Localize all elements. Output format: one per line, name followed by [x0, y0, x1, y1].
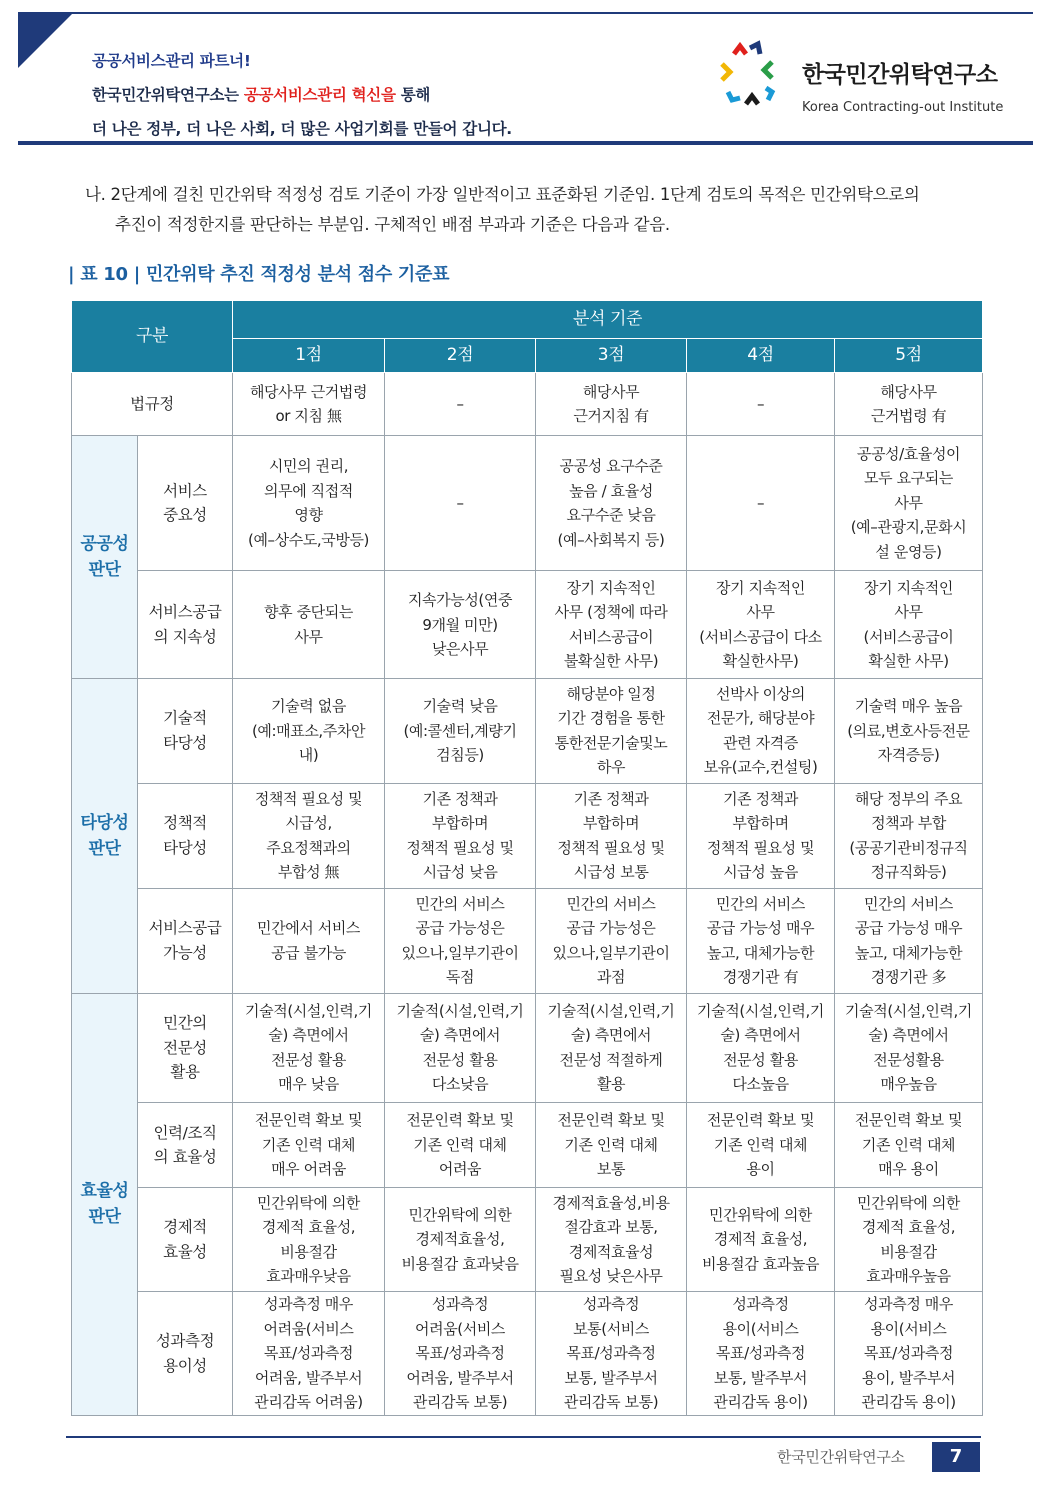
score-cell-2: 민간위탁에 의한 경제적효율성, 비용절감 효과낮음: [385, 1188, 536, 1292]
score-cell-5: 성과측정 매우 용이(서비스 목표/성과측정 용이, 발주부서 관리감독 용이): [835, 1292, 983, 1416]
law-cell-4: –: [687, 373, 835, 436]
slogan-highlight: 공공서비스관리 혁신을: [243, 86, 396, 104]
law-cell-1: 해당사무 근거법령 or 지침 無: [233, 373, 385, 436]
score-cell-2: 성과측정 어려움(서비스 목표/성과측정 어려움, 발주부서 관리감독 보통): [385, 1292, 536, 1416]
table-row: [72, 1102, 983, 1187]
category-cell: 타당성 판단: [72, 679, 138, 993]
score-header-1: 1점: [233, 339, 385, 373]
logo-mark-icon: [710, 40, 784, 114]
score-cell-3: 전문인력 확보 및 기존 인력 대체 보통: [536, 1102, 687, 1187]
score-cell-5: 전문인력 확보 및 기존 인력 대체 매우 용이: [835, 1102, 983, 1187]
score-cell-2: 기존 정책과 부합하며 정책적 필요성 및 시급성 낮음: [385, 783, 536, 888]
row-label: 인력/조직 의 효율성: [138, 1102, 233, 1187]
law-cell-2: –: [385, 373, 536, 436]
table-row: [72, 1292, 983, 1416]
table-row: [72, 679, 983, 783]
score-cell-4: 기존 정책과 부합하며 정책적 필요성 및 시급성 높음: [687, 783, 835, 888]
row-label: 서비스 중요성: [138, 436, 233, 571]
score-cell-4: 기술적(시설,인력,기 술) 측면에서 전문성 활용 다소높음: [687, 993, 835, 1102]
row-label: 기술적 타당성: [138, 679, 233, 783]
score-cell-1: 정책적 필요성 및 시급성, 주요정책과의 부합성 無: [233, 783, 385, 888]
header-criteria: 분석 기준: [233, 301, 983, 339]
score-cell-5: 민간위탁에 의한 경제적 효율성, 비용절감 효과매우높음: [835, 1188, 983, 1292]
score-cell-5: 민간의 서비스 공급 가능성 매우 높고, 대체가능한 경쟁기관 多: [835, 888, 983, 993]
table-row: [72, 783, 983, 888]
score-cell-5: 기술력 매우 높음 (의료,변호사등전문 자격증등): [835, 679, 983, 783]
score-cell-2: 민간의 서비스 공급 가능성은 있으나,일부기관이 독점: [385, 888, 536, 993]
header-corner-triangle: [18, 14, 72, 68]
score-cell-5: 해당 정부의 주요 정책과 부합 (공공기관비정규직 정규직화등): [835, 783, 983, 888]
table-body: [72, 373, 983, 1416]
row-label: 민간의 전문성 활용: [138, 993, 233, 1102]
table-row: [72, 1188, 983, 1292]
score-cell-2: 전문인력 확보 및 기존 인력 대체 어려움: [385, 1102, 536, 1187]
logo-name: 한국민간위탁연구소: [802, 62, 998, 88]
law-cell-3: 해당사무 근거지침 有: [536, 373, 687, 436]
slogan-line-2: 한국민간위탁연구소는 공공서비스관리 혁신을 통해: [92, 86, 431, 104]
score-cell-4: –: [687, 436, 835, 571]
row-label: 서비스공급 의 지속성: [138, 571, 233, 679]
score-cell-2: 기술적(시설,인력,기 술) 측면에서 전문성 활용 다소낮음: [385, 993, 536, 1102]
row-label: 경제적 효율성: [138, 1188, 233, 1292]
score-cell-3: 기술적(시설,인력,기 술) 측면에서 전문성 적절하게 활용: [536, 993, 687, 1102]
paragraph-line-2: 추진이 적정한지를 판단하는 부분임. 구체적인 배점 부과과 기준은 다음과 같음.: [115, 215, 670, 234]
score-cell-1: 전문인력 확보 및 기존 인력 대체 매우 어려움: [233, 1102, 385, 1187]
score-cell-1: 민간위탁에 의한 경제적 효율성, 비용절감 효과매우낮음: [233, 1188, 385, 1292]
score-cell-4: 민간의 서비스 공급 가능성 매우 높고, 대체가능한 경쟁기관 有: [687, 888, 835, 993]
criteria-table: [71, 300, 983, 1416]
institute-logo: [710, 42, 1010, 114]
category-cell: 효율성 판단: [72, 993, 138, 1415]
score-cell-4: 성과측정 용이(서비스 목표/성과측정 보통, 발주부서 관리감독 용이): [687, 1292, 835, 1416]
law-cell-5: 해당사무 근거법령 有: [835, 373, 983, 436]
score-cell-3: 경제적효율성,비용 절감효과 보통, 경제적효율성 필요성 낮은사무: [536, 1188, 687, 1292]
score-cell-5: 기술적(시설,인력,기 술) 측면에서 전문성활용 매우높음: [835, 993, 983, 1102]
score-cell-3: 공공성 요구수준 높음 / 효율성 요구수준 낮음 (예–사회복지 등): [536, 436, 687, 571]
score-cell-2: 기술력 낮음 (예:콜센터,계량기 검침등): [385, 679, 536, 783]
score-cell-3: 민간의 서비스 공급 가능성은 있으나,일부기관이 과점: [536, 888, 687, 993]
header-top-rule: [18, 12, 1033, 14]
page-number: 7: [932, 1442, 980, 1472]
score-cell-4: 민간위탁에 의한 경제적 효율성, 비용절감 효과높음: [687, 1188, 835, 1292]
footer-org-name: 한국민간위탁연구소: [777, 1448, 905, 1466]
header-slogan: [92, 44, 512, 146]
score-cell-3: 해당분야 일정 기간 경험을 통한 통한전문기술및노 하우: [536, 679, 687, 783]
table-header-row: [72, 301, 983, 339]
table-row: [72, 436, 983, 571]
score-header-3: 3점: [536, 339, 687, 373]
table-title: | 표 10 | 민간위탁 추진 적정성 분석 점수 기준표: [68, 264, 450, 285]
table-row: [72, 993, 983, 1102]
score-header-2: 2점: [385, 339, 536, 373]
slogan-line-1: 공공서비스관리 파트너!: [92, 52, 251, 70]
score-cell-5: 장기 지속적인 사무 (서비스공급이 확실한 사무): [835, 571, 983, 679]
score-cell-1: 시민의 권리, 의무에 직접적 영향 (예–상수도,국방등): [233, 436, 385, 571]
score-header-4: 4점: [687, 339, 835, 373]
score-cell-2: –: [385, 436, 536, 571]
score-cell-1: 민간에서 서비스 공급 불가능: [233, 888, 385, 993]
header-gubun: 구분: [72, 301, 233, 373]
score-cell-1: 성과측정 매우 어려움(서비스 목표/성과측정 어려움, 발주부서 관리감독 어려움): [233, 1292, 385, 1416]
score-cell-3: 장기 지속적인 사무 (정책에 따라 서비스공급이 불확실한 사무): [536, 571, 687, 679]
score-cell-3: 기존 정책과 부합하며 정책적 필요성 및 시급성 보통: [536, 783, 687, 888]
slogan-line-3: 더 나은 정부, 더 나은 사회, 더 많은 사업기회를 만들어 갑니다.: [92, 120, 512, 138]
score-cell-4: 장기 지속적인 사무 (서비스공급이 다소 확실한사무): [687, 571, 835, 679]
row-label: 성과측정 용이성: [138, 1292, 233, 1416]
score-cell-1: 향후 중단되는 사무: [233, 571, 385, 679]
score-cell-2: 지속가능성(연중 9개월 미만) 낮은사무: [385, 571, 536, 679]
score-cell-1: 기술적(시설,인력,기 술) 측면에서 전문성 활용 매우 낮음: [233, 993, 385, 1102]
table-row: [72, 571, 983, 679]
row-label-law: 법규정: [72, 373, 233, 436]
category-cell: 공공성 판단: [72, 436, 138, 679]
score-cell-3: 성과측정 보통(서비스 목표/성과측정 보통, 발주부서 관리감독 보통): [536, 1292, 687, 1416]
footer-rule: [66, 1436, 981, 1438]
body-paragraph: [85, 180, 995, 240]
score-cell-5: 공공성/효율성이 모두 요구되는 사무 (예–관광지,문화시 설 운영등): [835, 436, 983, 571]
logo-english-name: Korea Contracting-out Institute: [802, 100, 1004, 115]
table-row-law: [72, 373, 983, 436]
score-cell-4: 전문인력 확보 및 기존 인력 대체 용이: [687, 1102, 835, 1187]
score-cell-1: 기술력 없음 (예:매표소,주차안 내): [233, 679, 385, 783]
paragraph-line-1: 나. 2단계에 걸친 민간위탁 적정성 검토 기준이 가장 일반적이고 표준화된 기준임. 1단계 검토의 목적은 민간위탁으로의: [85, 185, 920, 204]
table-row: [72, 888, 983, 993]
score-header-5: 5점: [835, 339, 983, 373]
score-cell-4: 선박사 이상의 전문가, 해당분야 관련 자격증 보유(교수,컨설팅): [687, 679, 835, 783]
row-label: 정책적 타당성: [138, 783, 233, 888]
header-bottom-rule: [18, 141, 1033, 145]
row-label: 서비스공급 가능성: [138, 888, 233, 993]
